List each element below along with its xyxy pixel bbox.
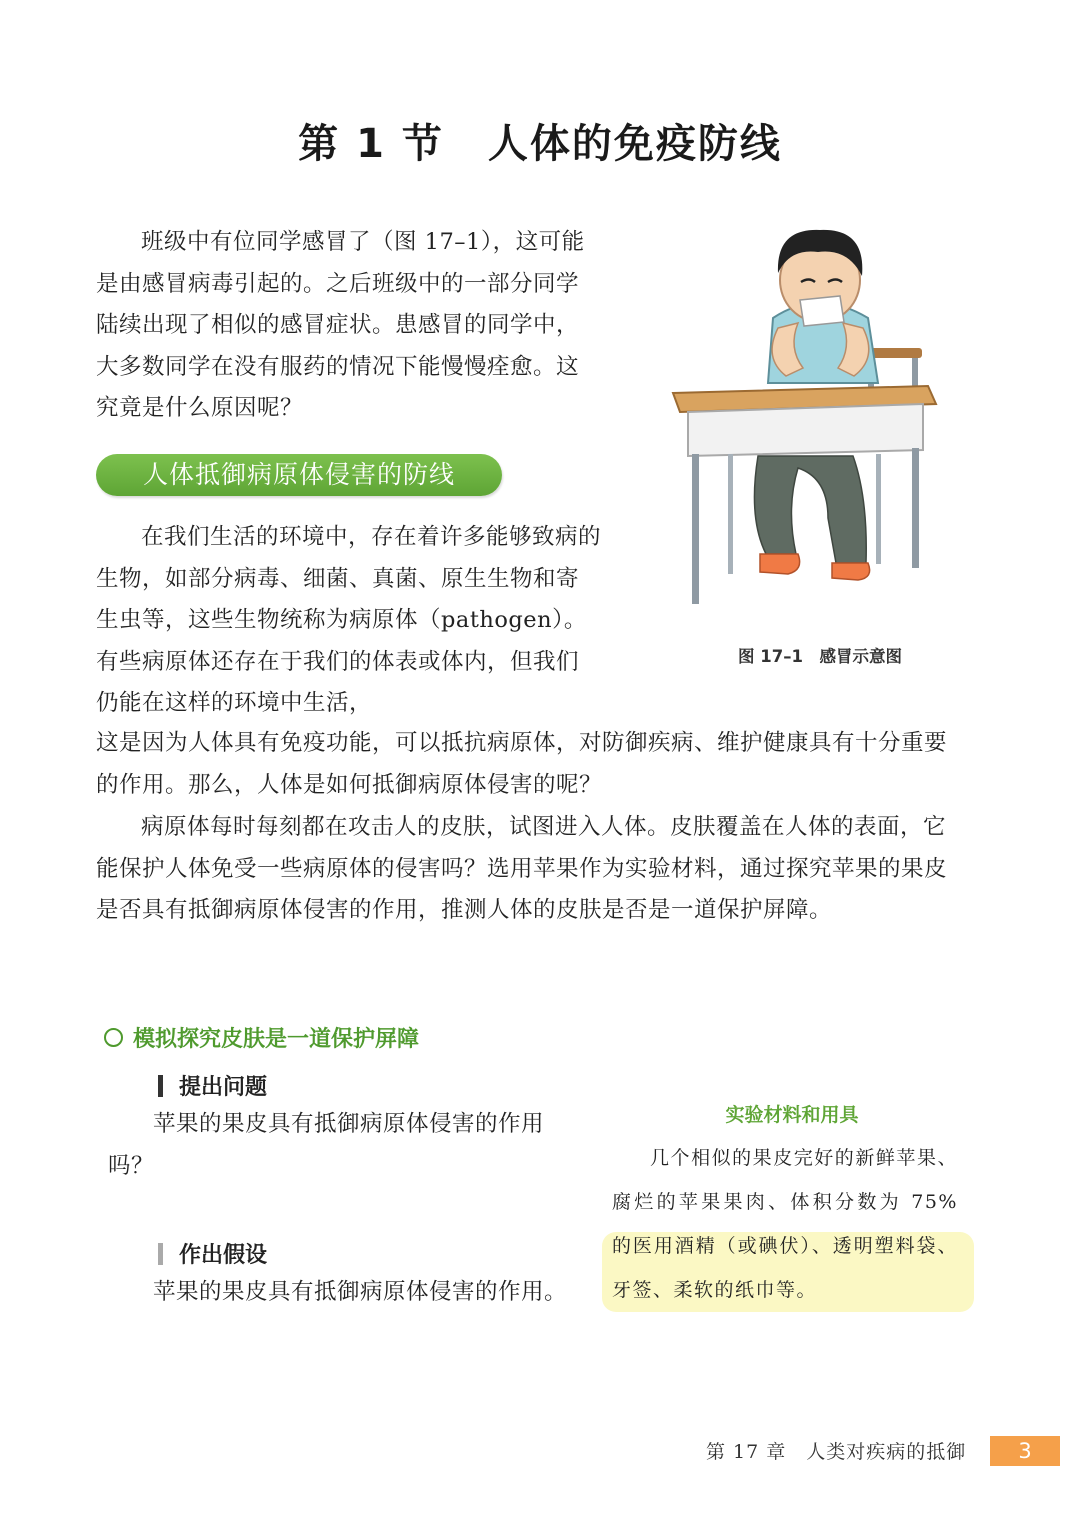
section-heading: 人体抵御病原体侵害的防线 — [96, 454, 502, 496]
section-number: 第 1 节 — [298, 121, 444, 167]
chapter-footer: 第 17 章 人类对疾病的抵御 — [706, 1441, 967, 1463]
materials-title: 实验材料和用具 — [725, 1104, 859, 1126]
circle-icon — [104, 1028, 123, 1047]
materials-text: 几个相似的果皮完好的新鲜苹果、腐烂的苹果果肉、体积分数为 75% 的医用酒精（或碘伏）、透明塑料袋、牙签、柔软的纸巾等。 — [612, 1147, 958, 1301]
sick-student-illustration — [668, 218, 968, 613]
section1-paragraph-1a: 在我们生活的环境中，存在着许多能够致病的生物，如部分病毒、细菌、真菌、原生生物和寄生虫等，这些生物统称为病原体（pathogen）。有些病原体还存在于我们的体表或体内，但我们仍能在这样的环境中生活， — [96, 524, 602, 716]
page-number: 3 — [990, 1436, 1060, 1466]
figure-caption: 图 17–1 感冒示意图 — [738, 647, 902, 666]
figure-illustration — [668, 218, 968, 613]
inquiry-title: 模拟探究皮肤是一道保护屏障 — [104, 1022, 419, 1053]
bar-marker-icon — [158, 1075, 163, 1097]
step2-text: 苹果的果皮具有抵御病原体侵害的作用。 — [153, 1279, 568, 1305]
section-title: 人体的免疫防线 — [487, 121, 782, 167]
step-hypothesis: 作出假设 — [158, 1238, 267, 1269]
step-ask-question: 提出问题 — [158, 1070, 267, 1101]
page-title — [0, 112, 1080, 169]
section1-paragraph-2: 病原体每时每刻都在攻击人的皮肤，试图进入人体。皮肤覆盖在人体的表面，它能保护人体免受一些病原体的侵害吗？选用苹果作为实验材料，通过探究苹果的果皮是否具有抵御病原体侵害的作用，推测人体的皮肤是否是一道保护屏障。 — [96, 814, 948, 923]
section1-paragraph-1b: 这是因为人体具有免疫功能，可以抵抗病原体，对防御疾病、维护健康具有十分重要的作用。那么，人体是如何抵御病原体侵害的呢？ — [96, 730, 948, 798]
step1-text: 苹果的果皮具有抵御病原体侵害的作用吗？ — [108, 1111, 545, 1179]
bar-marker-icon — [158, 1243, 163, 1265]
intro-paragraph: 班级中有位同学感冒了（图 17–1），这可能是由感冒病毒引起的。之后班级中的一部分同学陆续出现了相似的感冒症状。患感冒的同学中，大多数同学在没有服药的情况下能慢慢痊愈。这究竟是什么原因呢？ — [96, 229, 585, 421]
